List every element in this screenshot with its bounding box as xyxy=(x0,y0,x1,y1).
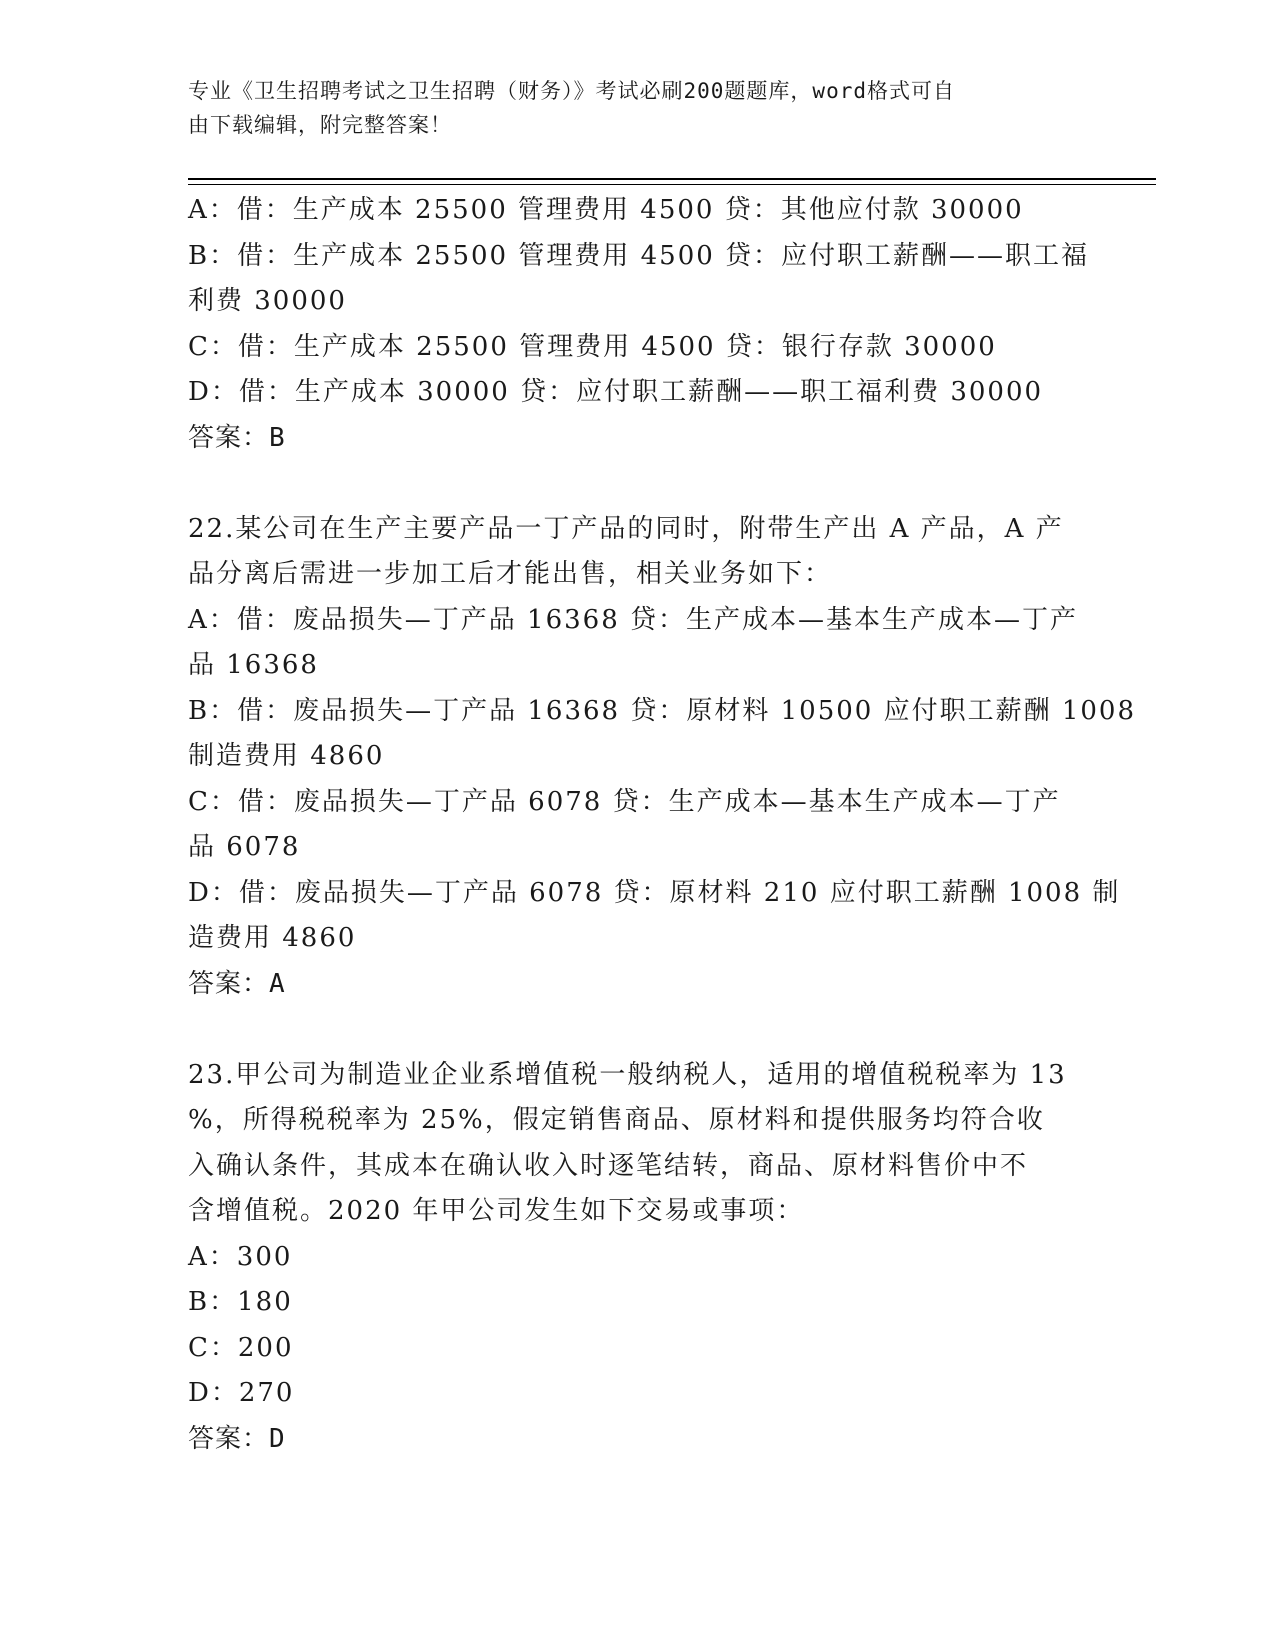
q21-option-b-line-1: B：借：生产成本 25500 管理费用 4500 贷：应付职工薪酬——职工福 xyxy=(188,240,1090,271)
q23-stem-line-4: 含增值税。2020 年甲公司发生如下交易或事项： xyxy=(188,1196,805,1226)
q23-stem-line-3: 入确认条件，其成本在确认收入时逐笔结转，商品、原材料售价中不 xyxy=(188,1150,1029,1181)
document-body xyxy=(188,188,1137,1462)
q23-stem-line-2: %，所得税税率为 25%，假定销售商品、原材料和提供服务均符合收 xyxy=(188,1105,1045,1135)
q21-option-a: A：借：生产成本 25500 管理费用 4500 贷：其他应付款 30000 xyxy=(188,195,1024,225)
q23-option-b: B：180 xyxy=(188,1287,293,1317)
q22-stem-line-2: 品分离后需进一步加工后才能出售，相关业务如下： xyxy=(188,559,833,589)
q22-option-d-line-2: 造费用 4860 xyxy=(188,923,357,953)
q22-option-d-line-1: D：借：废品损失—丁产品 6078 贷：原材料 210 应付职工薪酬 1008 制 xyxy=(188,877,1121,908)
q22-option-a-line-2: 品 16368 xyxy=(188,650,319,680)
header-line-2: 由下载编辑，附完整答案！ xyxy=(188,113,452,137)
q21-answer: 答案：B xyxy=(188,422,286,453)
document-header xyxy=(188,74,1068,142)
q22-answer: 答案：A xyxy=(188,968,286,999)
q23-option-c: C：200 xyxy=(188,1332,294,1363)
q23-answer: 答案：D xyxy=(188,1423,286,1454)
q22-stem-line-1: 22.某公司在生产主要产品一丁产品的同时，附带生产出 A 产品，A 产 xyxy=(188,513,1064,544)
q23-option-d: D：270 xyxy=(188,1378,295,1408)
q21-option-c: C：借：生产成本 25500 管理费用 4500 贷：银行存款 30000 xyxy=(188,331,997,362)
header-line-1: 专业《卫生招聘考试之卫生招聘（财务）》考试必刷200题题库，word格式可自 xyxy=(188,79,955,103)
question-21 xyxy=(188,188,1090,461)
q22-option-c-line-1: C：借：废品损失—丁产品 6078 贷：生产成本—基本生产成本—丁产 xyxy=(188,786,1061,817)
q22-option-a-line-1: A：借：废品损失—丁产品 16368 贷：生产成本—基本生产成本—丁产 xyxy=(188,604,1079,635)
q23-stem-line-1: 23.甲公司为制造业企业系增值税一般纳税人，适用的增值税税率为 13 xyxy=(188,1059,1067,1090)
question-22 xyxy=(188,507,1137,1008)
q21-option-b-line-2: 利费 30000 xyxy=(188,286,347,316)
q22-option-c-line-2: 品 6078 xyxy=(188,832,301,862)
spacer xyxy=(188,1007,1078,1053)
q23-option-a: A：300 xyxy=(188,1241,293,1272)
spacer xyxy=(188,461,1078,507)
q22-option-b-line-1: B：借：废品损失—丁产品 16368 贷：原材料 10500 应付职工薪酬 1008 xyxy=(188,695,1137,726)
q22-option-b-line-2: 制造费用 4860 xyxy=(188,741,385,771)
header-rule-thin xyxy=(188,184,1156,185)
header-rule-thick xyxy=(188,178,1156,180)
question-23 xyxy=(188,1053,1078,1463)
q21-option-d: D：借：生产成本 30000 贷：应付职工薪酬——职工福利费 30000 xyxy=(188,377,1044,407)
